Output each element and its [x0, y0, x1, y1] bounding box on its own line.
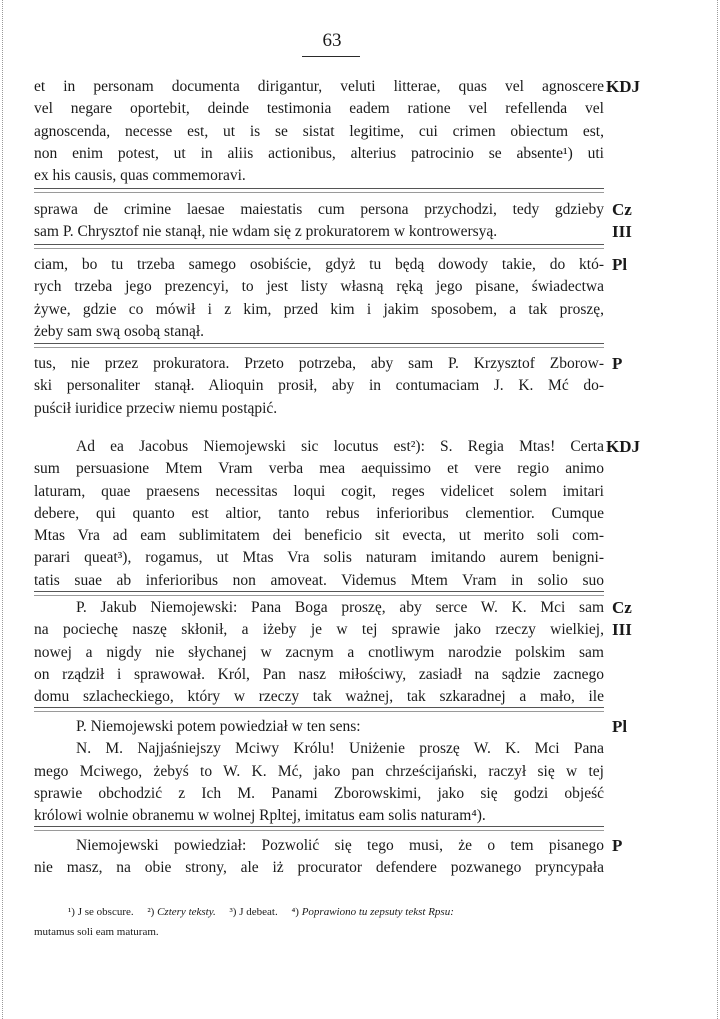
text-line: on rządził i sprawował. Król, Pan nasz miłościwy, zasiadł na sądzie zacnego: [34, 665, 604, 683]
sigil-cz: Cz: [612, 200, 632, 219]
sigil-pl: Pl: [612, 717, 628, 736]
sigil-kdj: KDJ: [606, 77, 640, 96]
footnote-line: mutamus soli eam maturam.: [34, 926, 159, 938]
page-number-rule: [302, 56, 360, 57]
text-line: N. M. Najjaśniejszy Mciwy Królu! Uniżenie proszę W. K. Mci Pana: [76, 740, 604, 758]
text-line: sam P. Chrysztof nie stanął, nie wdam się z prokuratorem w kontrowersyą.: [34, 223, 498, 241]
section-divider: [34, 707, 604, 712]
text-line: P. Jakub Niemojewski: Pana Boga proszę, aby serce W. K. Mci sam: [76, 599, 604, 616]
footnote-2-marker: ²): [147, 906, 155, 918]
section-divider: [34, 591, 604, 596]
text-line: ski personaliter stanął. Alioquin prosił, aby in contumaciam J. K. Mć do-: [34, 377, 604, 395]
text-line: tus, nie przez prokuratora. Przeto potrzeba, aby sam P. Krzysztof Zborow-: [34, 355, 604, 372]
section-kdj-2: [34, 436, 604, 592]
text-line: debere, qui quanto est altior, tanto rebus inferioribus clementior. Cumque: [34, 504, 604, 522]
footnote-4-text: Poprawiono tu zepsuty tekst Rpsu:: [301, 906, 454, 918]
sigil-kdj: KDJ: [606, 437, 640, 456]
page-right-edge: [717, 0, 718, 1019]
footnote-1-marker: ¹): [68, 906, 75, 918]
section-divider: [34, 343, 604, 348]
section-p-1: [34, 353, 604, 420]
footnote-3-text: J debeat.: [239, 906, 278, 918]
section-cz-2: [34, 597, 604, 708]
text-line: P. Niemojewski potem powiedział w ten sens:: [76, 718, 361, 735]
text-line: parari queat³), rogamus, ut Mtas Vra solis naturam imitando aurem benigni-: [34, 549, 604, 567]
section-p-2: [34, 835, 604, 880]
text-line: domu szlacheckiego, który w rzeczy tak ważnej, tak szkaradnej a mało, ile: [34, 688, 604, 706]
sigil-cz-volume: III: [612, 222, 632, 241]
text-line: ciam, bo tu trzeba samego osobiście, gdyż tu będą dowody takie, do któ-: [34, 256, 604, 273]
sigil-pl: Pl: [612, 255, 628, 274]
footnote-3-marker: ³): [229, 906, 237, 918]
sigil-cz: Cz: [612, 598, 632, 617]
footnotes: [34, 902, 614, 942]
sigil-p: P: [612, 836, 623, 855]
section-divider: [34, 826, 604, 831]
text-line: nowej a nigdy nie słychanej w zacnym a cnotliwym narodzie polskim sam: [34, 643, 604, 661]
text-line: non enim potest, ut in aliis actionibus, alterius patrocinio se absente¹) uti: [34, 144, 604, 162]
section-pl-1: [34, 254, 604, 343]
text-line: sprawa de crimine laesae maiestatis cum persona przychodzi, tedy gdzieby: [34, 201, 604, 218]
text-line: królowi wolnie obranemu w wolnej Rpltej, imitatus eam solis naturam⁴).: [34, 807, 486, 825]
text-line: Niemojewski powiedział: Pozwolić się tego musi, że o tem pisanego: [76, 837, 604, 854]
text-line: Ad ea Jacobus Niemojewski sic locutus est²): S. Regia Mtas! Certa: [76, 438, 604, 455]
text-line: laturam, quae praesens necessitas loqui cogit, reges videlicet solem imitari: [34, 482, 604, 500]
sigil-p: P: [612, 354, 623, 373]
footnote-4-marker: ⁴): [291, 906, 299, 918]
page-number: 63: [322, 30, 342, 51]
sigil-cz-volume: III: [612, 620, 632, 639]
text-line: żywe, gdzie co mówił i z kim, przed kim i jakim sposobem, a tak proszę,: [34, 300, 604, 318]
text-line: żeby sam swą osobą stanął.: [34, 322, 205, 340]
text-line: sum persuasione Mtem Vram verba mea aequissimo et vere regio animo: [34, 460, 604, 478]
text-line: vel negare oportebit, deinde testimonia eadem ratione vel refellenda vel: [34, 100, 604, 118]
text-line: ex his causis, quas commemoravi.: [34, 167, 246, 185]
footnote-1-text: J se obscure.: [77, 906, 134, 918]
section-kdj-1: [34, 76, 604, 187]
text-line: tatis suae ab inferioribus non amoveat. Videmus Mtem Vram in solio suo: [34, 571, 604, 589]
footnote-line: [34, 902, 614, 922]
text-line: mego Mciwego, żebyś to W. K. Mć, jako pan chrześcijański, raczył się w tej: [34, 762, 604, 780]
section-divider: [34, 244, 604, 249]
section-divider: [34, 188, 604, 193]
section-pl-2: [34, 716, 604, 827]
page-left-edge: [2, 0, 3, 1019]
text-line: puścił iuridice przeciw niemu postąpić.: [34, 399, 278, 417]
text-line: Mtas Vra ad eam sublimitatem dei beneficio sit evecta, ut merito soli com-: [34, 527, 604, 545]
text-line: sprawie obchodzić z Ich M. Panami Zborowskimi, jako się godzi objeść: [34, 784, 604, 802]
footnote-2-text: Cztery teksty.: [157, 906, 216, 918]
text-line: nie masz, na obie strony, ale iż procurator defendere pozwanego pryncypała: [34, 859, 604, 877]
text-line: rych trzeba jego prezencyi, to jest listy własną ręką jego pisane, świadectwa: [34, 278, 604, 296]
text-line: agnoscenda, necesse est, ut is se sistat legitime, cui crimen obiectum est,: [34, 122, 604, 140]
section-cz-1: [34, 199, 604, 244]
text-line: et in personam documenta dirigantur, veluti litterae, quas vel agnoscere: [34, 78, 604, 95]
text-line: na pociechę naszę skłonił, a iżeby je w tej sprawie jako rzeczy wielkiej,: [34, 621, 604, 639]
